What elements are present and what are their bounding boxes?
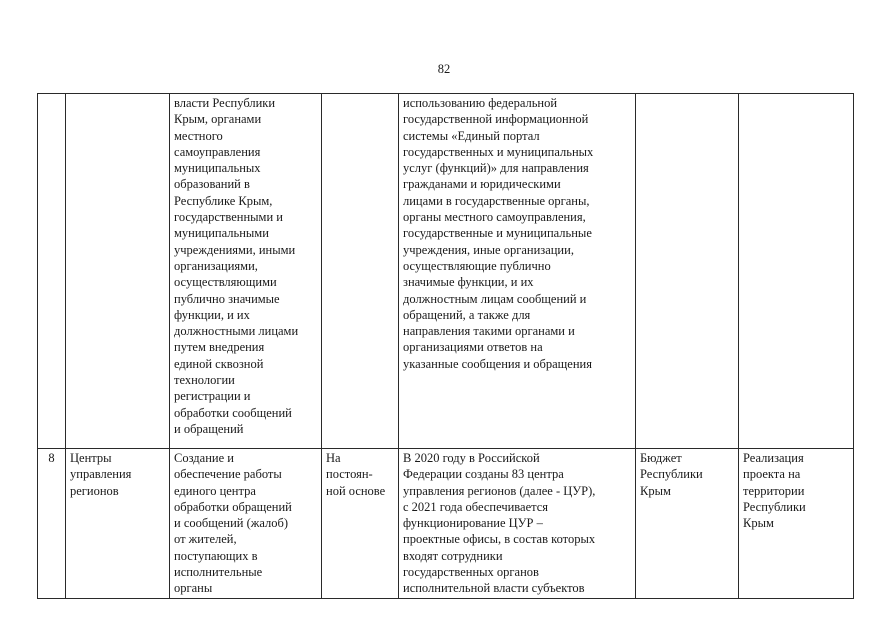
cell-name xyxy=(66,94,170,449)
measures-table xyxy=(37,93,854,599)
cell-name: Центры управления регионов xyxy=(66,449,170,599)
cell-description: использованию федеральной государственной информационной системы «Единый портал государственных и муниципальных услуг (функций)» для направления гражданами и юридическими лицами в государственные органы, органы местного самоуправления, государственные и муниципальные учреждения, иные организации, осуществляющие публично значимые функции, и их должностным лицам сообщений и обращений, а также для направления такими органами и организациями ответов на указанные сообщения и обращения xyxy=(399,94,636,449)
cell-task: власти Республики Крым, органами местного самоуправления муниципальных образований в Республике Крым, государственными и муниципальными учреждениями, иными организациями, осуществляющими публично значимые функции, и их должностными лицами путем внедрения единой сквозной технологии регистрации и обработки сообщений и обращений xyxy=(170,94,322,449)
cell-result xyxy=(739,94,854,449)
cell-term xyxy=(322,94,399,449)
cell-source xyxy=(636,94,739,449)
cell-task: Создание и обеспечение работы единого центра обработки обращений и сообщений (жалоб) от жителей, поступающих в исполнительные органы xyxy=(170,449,322,599)
page-number: 82 xyxy=(437,62,451,76)
cell-number xyxy=(38,94,66,449)
table-row-8 xyxy=(38,449,854,599)
cell-number: 8 xyxy=(38,449,66,599)
table-row-continuation xyxy=(38,94,854,449)
cell-term: На постоян- ной основе xyxy=(322,449,399,599)
cell-description: В 2020 году в Российской Федерации созданы 83 центра управления регионов (далее - ЦУР), с 2021 года обеспечивается функционирование ЦУР – проектные офисы, в состав которых входят сотрудники государственных органов исполнительной власти субъектов xyxy=(399,449,636,599)
cell-result: Реализация проекта на территории Республики Крым xyxy=(739,449,854,599)
cell-source: Бюджет Республики Крым xyxy=(636,449,739,599)
